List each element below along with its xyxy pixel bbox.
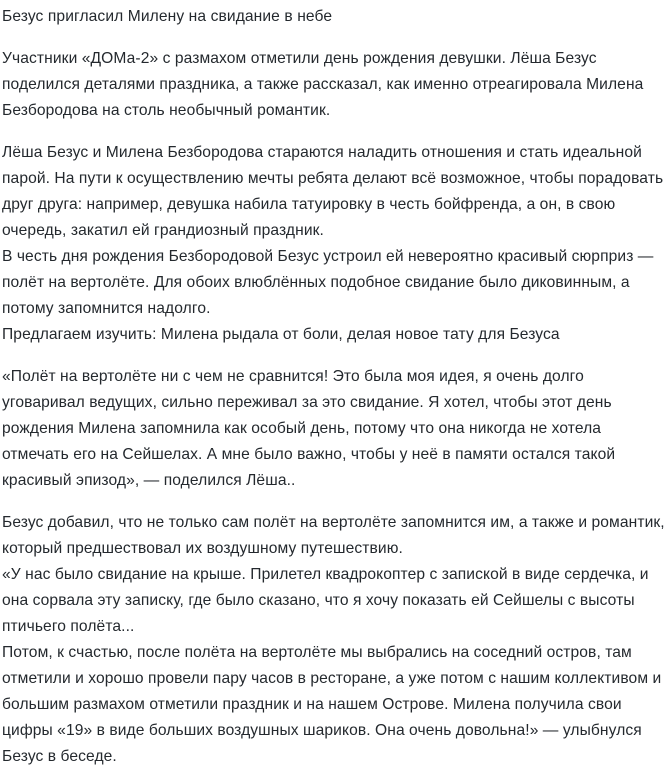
article-paragraph-body-2: В честь дня рождения Безбородовой Безус устроил ей невероятно красивый сюрприз — полёт на вертолёте. Для обоих влюблённых подобное свидание было диковинным, а потому запомнится надолго. xyxy=(2,248,654,317)
paragraph-spacer xyxy=(2,494,666,510)
paragraph-spacer xyxy=(2,124,666,140)
paragraph-spacer xyxy=(2,30,666,46)
page-title: Безус пригласил Милену на свидание в небе xyxy=(2,8,333,25)
article-related-link[interactable]: Предлагаем изучить: Милена рыдала от боли, делая новое тату для Безуса xyxy=(2,326,560,343)
article-paragraph-body-3: Безус добавил, что не только сам полёт на вертолёте запомнится им, а также и романтик, который предшествовал их воздушному путешествию. xyxy=(2,514,665,557)
article-quote-3: Потом, к счастью, после полёта на вертолёте мы выбрались на соседний остров, там отметили и хорошо провели пару часов в ресторане, а уже потом с нашим коллективом и большим размахом отметили праздник и на нашем Острове. Милена получила свои цифры «19» в виде больших воздушных шариков. Она очень довольна!» — улыбнулся Безус в беседе. xyxy=(2,644,662,765)
article-paragraph-body-1: Лёша Безус и Милена Безбородова стараются наладить отношения и стать идеальной парой. На пути к осуществлению мечты ребята делают всё возможное, чтобы порадовать друг друга: например, девушка набила татуировку в честь бойфренда, а он, в свою очередь, закатил ей грандиозный праздник. xyxy=(2,144,664,239)
paragraph-spacer xyxy=(2,348,666,364)
article-quote-2: «У нас было свидание на крыше. Прилетел квадрокоптер с запиской в виде сердечка, и она сорвала эту записку, где было сказано, что я хочу показать ей Сейшелы с высоты птичьего полёта... xyxy=(2,566,649,635)
article-quote-1: «Полёт на вертолёте ни с чем не сравнится! Это была моя идея, я очень долго уговаривал ведущих, сильно переживал за это свидание. Я хотел, чтобы этот день рождения Милена запомнила как особый день, потому что она никогда не хотела отмечать его на Сейшелах. А мне было важно, чтобы у неё в памяти остался такой красивый эпизод», — поделился Лёша.. xyxy=(2,368,616,489)
article-paragraph-intro: Участники «ДОМа-2» с размахом отметили день рождения девушки. Лёша Безус поделился деталями праздника, а также рассказал, как именно отреагировала Милена Безбородова на столь необычный романтик. xyxy=(2,50,644,119)
